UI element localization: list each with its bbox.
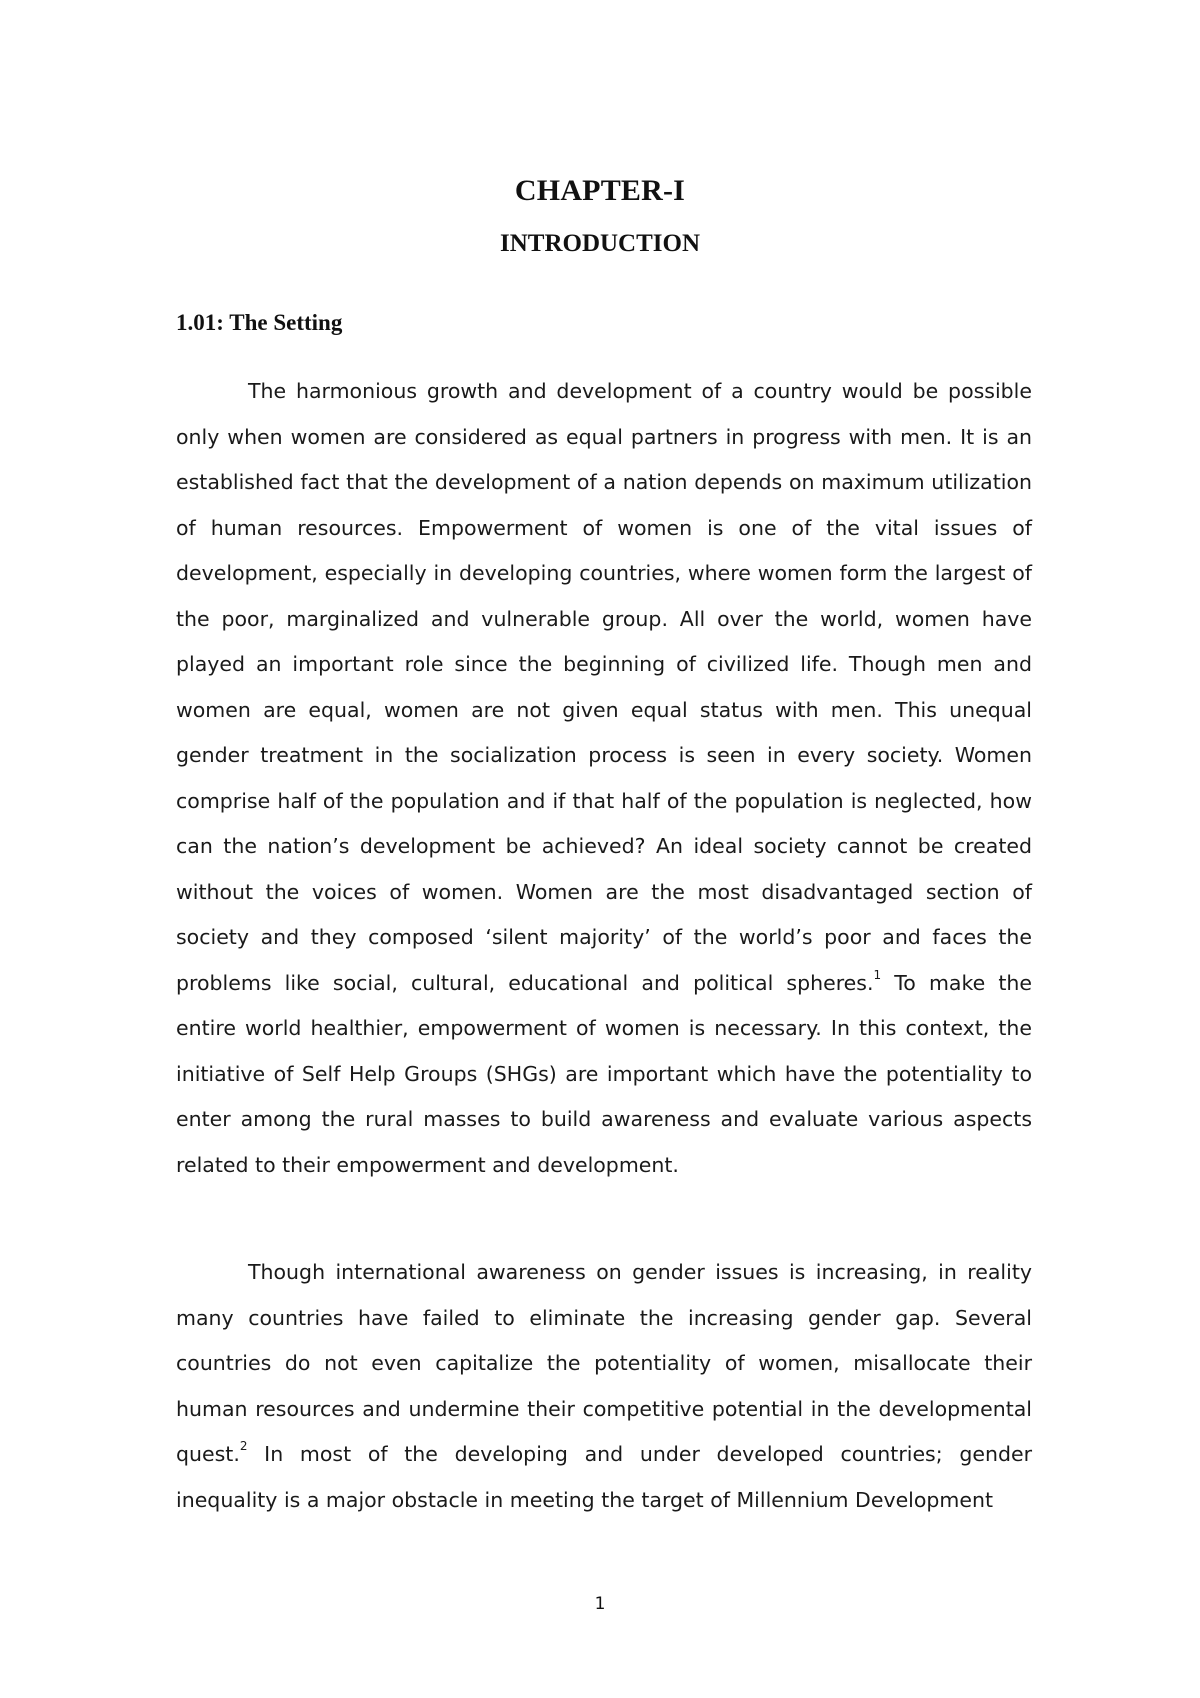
footnote-ref-2: 2 <box>239 1439 248 1454</box>
chapter-title: CHAPTER-I <box>514 174 686 207</box>
paragraph-1-text-a: The harmonious growth and development of a country would be possible only when women are considered as equal partners in progress with men. It is an established fact that the development of a nation depends on maximum utilization of human resources. Empowerment of women is one of the vital issues of development, especially in developing countries, where women form the largest of the poor, marginalized and vulnerable group. All over the world, women have played an important role since the beginning of civilized life. Though men and women are equal, women are not given equal status with men. This unequal gender treatment in the socialization process is seen in every society. Women comprise half of the population and if that half of the population is neglected, how can the nation’s development be achieved? An ideal society cannot be created without the voices of women. Women are the most disadvantaged section of society and they composed ‘silent majority’ of the world’s poor and faces the problems like social, cultural, educational and political spheres. <box>176 379 1032 995</box>
paragraph-1-text-b: To make the entire world healthier, empowerment of women is necessary. In this context, the initiative of Self Help Groups (SHGs) are important which have the potentiality to enter among the rural masses to build awareness and evaluate various aspects related to their empowerment and development. <box>176 970 1032 1177</box>
chapter-subtitle: INTRODUCTION <box>499 230 701 257</box>
paragraph-2 <box>176 1250 1032 1523</box>
paragraph-2-text-a: Though international awareness on gender issues is increasing, in reality many countries have failed to eliminate the increasing gender gap. Several countries do not even capitalize the potentiality of women, misallocate their human resources and undermine their competitive potential in the developmental quest. <box>176 1260 1032 1466</box>
paragraph-2-text-b: In most of the developing and under developed countries; gender inequality is a major obstacle in meeting the target of Millennium Development <box>176 1442 1032 1512</box>
page-number: 1 <box>594 1594 606 1614</box>
paragraph-1 <box>176 369 1032 1188</box>
section-heading: 1.01: The Setting <box>176 310 343 335</box>
footnote-ref-1: 1 <box>873 967 882 982</box>
